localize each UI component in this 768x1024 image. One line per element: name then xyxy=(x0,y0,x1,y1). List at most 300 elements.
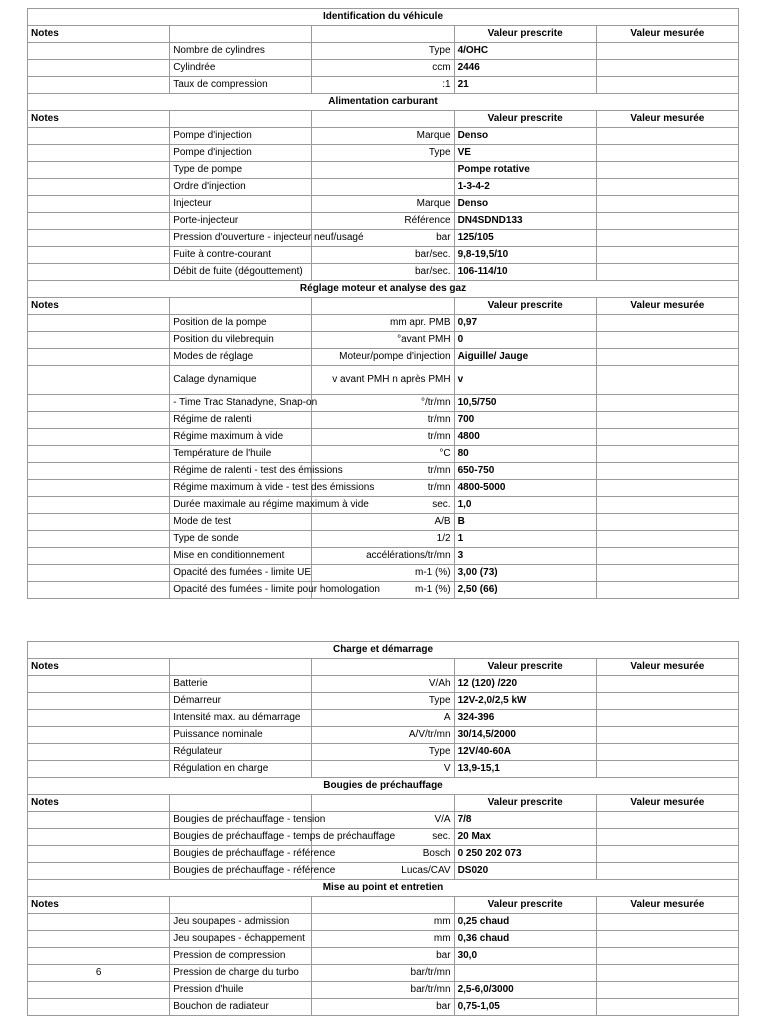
spec-table-1 xyxy=(27,8,739,599)
table-row xyxy=(28,43,739,60)
row-notes xyxy=(28,497,170,514)
row-unit xyxy=(312,162,454,179)
row-notes xyxy=(28,213,170,230)
row-notes xyxy=(28,999,170,1016)
row-description: Débit de fuite (dégouttement) xyxy=(170,264,312,281)
spec-value-header: Valeur prescrite xyxy=(454,298,596,315)
unit-header xyxy=(312,298,454,315)
table-row xyxy=(28,829,739,846)
row-notes xyxy=(28,914,170,931)
row-notes xyxy=(28,162,170,179)
row-measured-value xyxy=(596,812,738,829)
notes-header: Notes xyxy=(28,111,170,128)
section-title-row xyxy=(28,642,739,659)
row-notes xyxy=(28,761,170,778)
row-spec-value: 21 xyxy=(454,77,596,94)
table-row xyxy=(28,179,739,196)
row-measured-value xyxy=(596,128,738,145)
row-spec-value: 4/OHC xyxy=(454,43,596,60)
row-spec-value xyxy=(454,965,596,982)
row-unit: tr/mn xyxy=(312,480,454,497)
row-notes xyxy=(28,230,170,247)
row-description: Régime maximum à vide xyxy=(170,429,312,446)
row-notes xyxy=(28,463,170,480)
row-description: Pompe d'injection xyxy=(170,128,312,145)
table-row xyxy=(28,60,739,77)
row-unit: A xyxy=(312,710,454,727)
notes-header: Notes xyxy=(28,897,170,914)
row-spec-value: Denso xyxy=(454,128,596,145)
row-description: Calage dynamique xyxy=(170,366,312,395)
row-measured-value xyxy=(596,948,738,965)
row-measured-value xyxy=(596,863,738,880)
section-title-row xyxy=(28,9,739,26)
row-description: Modes de réglage xyxy=(170,349,312,366)
row-spec-value: 7/8 xyxy=(454,812,596,829)
row-description: Taux de compression xyxy=(170,77,312,94)
notes-header: Notes xyxy=(28,298,170,315)
section-title: Mise au point et entretien xyxy=(28,880,739,897)
table-row xyxy=(28,727,739,744)
row-unit: A/B xyxy=(312,514,454,531)
row-notes xyxy=(28,727,170,744)
row-description: Régime de ralenti - test des émissions xyxy=(170,463,312,480)
row-unit: Type xyxy=(312,145,454,162)
table-row xyxy=(28,982,739,999)
description-header xyxy=(170,659,312,676)
row-measured-value xyxy=(596,480,738,497)
table-row xyxy=(28,812,739,829)
table-row xyxy=(28,247,739,264)
measured-value-header: Valeur mesurée xyxy=(596,659,738,676)
row-description: Bouchon de radiateur xyxy=(170,999,312,1016)
row-description: Régime maximum à vide - test des émissions xyxy=(170,480,312,497)
row-description: Mise en conditionnement xyxy=(170,548,312,565)
row-description: Mode de test xyxy=(170,514,312,531)
row-spec-value: 0,75-1,05 xyxy=(454,999,596,1016)
row-spec-value: 12V-2,0/2,5 kW xyxy=(454,693,596,710)
section-title: Réglage moteur et analyse des gaz xyxy=(28,281,739,298)
row-description: Fuite à contre-courant xyxy=(170,247,312,264)
notes-header: Notes xyxy=(28,26,170,43)
row-measured-value xyxy=(596,145,738,162)
row-description: Type de sonde xyxy=(170,531,312,548)
row-measured-value xyxy=(596,914,738,931)
row-unit: tr/mn xyxy=(312,412,454,429)
row-unit: Bosch xyxy=(312,846,454,863)
table-row xyxy=(28,480,739,497)
row-measured-value xyxy=(596,395,738,412)
row-description: Jeu soupapes - admission xyxy=(170,914,312,931)
row-unit: mm apr. PMB xyxy=(312,315,454,332)
row-measured-value xyxy=(596,429,738,446)
row-measured-value xyxy=(596,727,738,744)
row-unit: Moteur/pompe d'injection xyxy=(312,349,454,366)
row-description: Ordre d'injection xyxy=(170,179,312,196)
row-measured-value xyxy=(596,349,738,366)
row-notes xyxy=(28,77,170,94)
table-row xyxy=(28,965,739,982)
row-spec-value: v xyxy=(454,366,596,395)
row-notes xyxy=(28,480,170,497)
row-description: Opacité des fumées - limite UE xyxy=(170,565,312,582)
row-description: Puissance nominale xyxy=(170,727,312,744)
row-description: Durée maximale au régime maximum à vide xyxy=(170,497,312,514)
section-title-row xyxy=(28,778,739,795)
row-unit: V/A xyxy=(312,812,454,829)
unit-header xyxy=(312,111,454,128)
row-spec-value: DN4SDND133 xyxy=(454,213,596,230)
row-measured-value xyxy=(596,230,738,247)
row-unit: v avant PMH n après PMH xyxy=(312,366,454,395)
row-spec-value: Pompe rotative xyxy=(454,162,596,179)
table-row xyxy=(28,999,739,1016)
row-unit: Lucas/CAV xyxy=(312,863,454,880)
row-unit: tr/mn xyxy=(312,463,454,480)
row-measured-value xyxy=(596,196,738,213)
row-unit: bar/sec. xyxy=(312,247,454,264)
row-spec-value: Denso xyxy=(454,196,596,213)
row-spec-value: 20 Max xyxy=(454,829,596,846)
row-spec-value: Aiguille/ Jauge xyxy=(454,349,596,366)
row-unit: :1 xyxy=(312,77,454,94)
table-row xyxy=(28,446,739,463)
row-notes xyxy=(28,446,170,463)
row-spec-value: 125/105 xyxy=(454,230,596,247)
row-notes xyxy=(28,412,170,429)
table-row xyxy=(28,863,739,880)
row-notes: 6 xyxy=(28,965,170,982)
row-description: Pression de compression xyxy=(170,948,312,965)
row-unit: °/tr/mn xyxy=(312,395,454,412)
row-unit: accélérations/tr/mn xyxy=(312,548,454,565)
table-row xyxy=(28,710,739,727)
row-notes xyxy=(28,582,170,599)
row-description: Pression de charge du turbo xyxy=(170,965,312,982)
table-row xyxy=(28,366,739,395)
row-notes xyxy=(28,565,170,582)
row-notes xyxy=(28,264,170,281)
table-row xyxy=(28,948,739,965)
row-unit: Marque xyxy=(312,128,454,145)
row-measured-value xyxy=(596,446,738,463)
row-spec-value: 3,00 (73) xyxy=(454,565,596,582)
row-unit: sec. xyxy=(312,497,454,514)
row-spec-value: 0,97 xyxy=(454,315,596,332)
row-notes xyxy=(28,829,170,846)
row-measured-value xyxy=(596,162,738,179)
row-notes xyxy=(28,145,170,162)
row-spec-value: 1-3-4-2 xyxy=(454,179,596,196)
row-notes xyxy=(28,43,170,60)
row-notes xyxy=(28,429,170,446)
spec-table-2 xyxy=(27,641,739,1016)
row-description: Régulateur xyxy=(170,744,312,761)
row-measured-value xyxy=(596,213,738,230)
row-unit: ccm xyxy=(312,60,454,77)
table-row xyxy=(28,196,739,213)
notes-header: Notes xyxy=(28,659,170,676)
measured-value-header: Valeur mesurée xyxy=(596,111,738,128)
table-row xyxy=(28,230,739,247)
spec-value-header: Valeur prescrite xyxy=(454,111,596,128)
row-description: Porte-injecteur xyxy=(170,213,312,230)
table-row xyxy=(28,931,739,948)
row-measured-value xyxy=(596,179,738,196)
row-description: Pompe d'injection xyxy=(170,145,312,162)
spec-value-header: Valeur prescrite xyxy=(454,659,596,676)
row-notes xyxy=(28,710,170,727)
unit-header xyxy=(312,26,454,43)
row-unit: tr/mn xyxy=(312,429,454,446)
table-row xyxy=(28,565,739,582)
row-description: Cylindrée xyxy=(170,60,312,77)
row-description: Opacité des fumées - limite pour homologation xyxy=(170,582,312,599)
row-measured-value xyxy=(596,693,738,710)
column-header-row xyxy=(28,897,739,914)
table-row xyxy=(28,429,739,446)
row-measured-value xyxy=(596,247,738,264)
row-measured-value xyxy=(596,931,738,948)
row-spec-value: 9,8-19,5/10 xyxy=(454,247,596,264)
row-description: Injecteur xyxy=(170,196,312,213)
row-spec-value: 2,5-6,0/3000 xyxy=(454,982,596,999)
row-unit: V/Ah xyxy=(312,676,454,693)
row-unit: Marque xyxy=(312,196,454,213)
row-notes xyxy=(28,531,170,548)
table-row xyxy=(28,693,739,710)
row-spec-value: 4800-5000 xyxy=(454,480,596,497)
row-unit: bar/tr/mn xyxy=(312,982,454,999)
row-measured-value xyxy=(596,366,738,395)
description-header xyxy=(170,897,312,914)
row-measured-value xyxy=(596,829,738,846)
row-spec-value: 10,5/750 xyxy=(454,395,596,412)
row-spec-value: 650-750 xyxy=(454,463,596,480)
column-header-row xyxy=(28,26,739,43)
row-notes xyxy=(28,196,170,213)
description-header xyxy=(170,298,312,315)
table-row xyxy=(28,264,739,281)
table-row xyxy=(28,497,739,514)
table-row xyxy=(28,162,739,179)
row-measured-value xyxy=(596,846,738,863)
row-spec-value: VE xyxy=(454,145,596,162)
row-measured-value xyxy=(596,514,738,531)
table-row xyxy=(28,349,739,366)
table-row xyxy=(28,77,739,94)
row-unit: Référence xyxy=(312,213,454,230)
row-notes xyxy=(28,948,170,965)
row-unit: mm xyxy=(312,931,454,948)
row-notes xyxy=(28,179,170,196)
row-spec-value: 1,0 xyxy=(454,497,596,514)
row-notes xyxy=(28,931,170,948)
row-description: Pression d'ouverture - injecteur neuf/usagé xyxy=(170,230,312,247)
row-notes xyxy=(28,982,170,999)
row-notes xyxy=(28,744,170,761)
row-notes xyxy=(28,846,170,863)
unit-header xyxy=(312,795,454,812)
row-description: Démarreur xyxy=(170,693,312,710)
row-description: - Time Trac Stanadyne, Snap-on xyxy=(170,395,312,412)
row-unit: bar/sec. xyxy=(312,264,454,281)
table-row xyxy=(28,744,739,761)
table-row xyxy=(28,531,739,548)
row-notes xyxy=(28,60,170,77)
row-unit: Type xyxy=(312,744,454,761)
unit-header xyxy=(312,897,454,914)
row-unit xyxy=(312,179,454,196)
row-measured-value xyxy=(596,531,738,548)
table-row xyxy=(28,548,739,565)
row-notes xyxy=(28,395,170,412)
table-row xyxy=(28,213,739,230)
measured-value-header: Valeur mesurée xyxy=(596,298,738,315)
row-notes xyxy=(28,349,170,366)
spec-value-header: Valeur prescrite xyxy=(454,26,596,43)
row-notes xyxy=(28,863,170,880)
row-unit: bar xyxy=(312,230,454,247)
description-header xyxy=(170,26,312,43)
row-unit: bar xyxy=(312,999,454,1016)
row-unit: A/V/tr/mn xyxy=(312,727,454,744)
table-row xyxy=(28,914,739,931)
row-measured-value xyxy=(596,548,738,565)
spec-value-header: Valeur prescrite xyxy=(454,795,596,812)
column-header-row xyxy=(28,298,739,315)
row-measured-value xyxy=(596,710,738,727)
table-row xyxy=(28,676,739,693)
row-measured-value xyxy=(596,676,738,693)
row-unit: Type xyxy=(312,43,454,60)
row-notes xyxy=(28,693,170,710)
row-measured-value xyxy=(596,412,738,429)
row-spec-value: 0,25 chaud xyxy=(454,914,596,931)
section-title: Identification du véhicule xyxy=(28,9,739,26)
row-unit: m-1 (%) xyxy=(312,565,454,582)
row-notes xyxy=(28,366,170,395)
column-header-row xyxy=(28,659,739,676)
row-notes xyxy=(28,812,170,829)
description-header xyxy=(170,795,312,812)
row-description: Nombre de cylindres xyxy=(170,43,312,60)
row-measured-value xyxy=(596,565,738,582)
row-description: Bougies de préchauffage - référence xyxy=(170,863,312,880)
row-measured-value xyxy=(596,60,738,77)
row-spec-value: 2,50 (66) xyxy=(454,582,596,599)
row-description: Pression d'huile xyxy=(170,982,312,999)
row-measured-value xyxy=(596,965,738,982)
row-measured-value xyxy=(596,582,738,599)
row-unit: Type xyxy=(312,693,454,710)
section-title: Charge et démarrage xyxy=(28,642,739,659)
section-title: Bougies de préchauffage xyxy=(28,778,739,795)
section-title-row xyxy=(28,281,739,298)
row-unit: sec. xyxy=(312,829,454,846)
row-measured-value xyxy=(596,744,738,761)
table-row xyxy=(28,332,739,349)
row-notes xyxy=(28,514,170,531)
row-measured-value xyxy=(596,315,738,332)
measured-value-header: Valeur mesurée xyxy=(596,897,738,914)
row-spec-value: B xyxy=(454,514,596,531)
row-description: Jeu soupapes - échappement xyxy=(170,931,312,948)
row-measured-value xyxy=(596,332,738,349)
row-unit: m-1 (%) xyxy=(312,582,454,599)
row-spec-value: 12 (120) /220 xyxy=(454,676,596,693)
measured-value-header: Valeur mesurée xyxy=(596,26,738,43)
row-measured-value xyxy=(596,43,738,60)
column-header-row xyxy=(28,111,739,128)
row-spec-value: DS020 xyxy=(454,863,596,880)
row-spec-value: 80 xyxy=(454,446,596,463)
row-unit: °avant PMH xyxy=(312,332,454,349)
table-row xyxy=(28,761,739,778)
row-spec-value: 12V/40-60A xyxy=(454,744,596,761)
row-spec-value: 13,9-15,1 xyxy=(454,761,596,778)
row-measured-value xyxy=(596,264,738,281)
row-spec-value: 324-396 xyxy=(454,710,596,727)
description-header xyxy=(170,111,312,128)
table-row xyxy=(28,395,739,412)
row-measured-value xyxy=(596,497,738,514)
table-row xyxy=(28,846,739,863)
row-notes xyxy=(28,247,170,264)
table-row xyxy=(28,514,739,531)
row-description: Régime de ralenti xyxy=(170,412,312,429)
row-spec-value: 106-114/10 xyxy=(454,264,596,281)
row-description: Bougies de préchauffage - tension xyxy=(170,812,312,829)
row-spec-value: 0 xyxy=(454,332,596,349)
measured-value-header: Valeur mesurée xyxy=(596,795,738,812)
row-unit: 1/2 xyxy=(312,531,454,548)
row-notes xyxy=(28,332,170,349)
row-unit: bar xyxy=(312,948,454,965)
row-unit: V xyxy=(312,761,454,778)
table-row xyxy=(28,412,739,429)
row-description: Température de l'huile xyxy=(170,446,312,463)
row-unit: mm xyxy=(312,914,454,931)
row-description: Intensité max. au démarrage xyxy=(170,710,312,727)
row-description: Position du vilebrequin xyxy=(170,332,312,349)
row-notes xyxy=(28,128,170,145)
row-spec-value: 700 xyxy=(454,412,596,429)
row-description: Bougies de préchauffage - référence xyxy=(170,846,312,863)
table-row xyxy=(28,145,739,162)
row-spec-value: 30,0 xyxy=(454,948,596,965)
row-spec-value: 0 250 202 073 xyxy=(454,846,596,863)
row-description: Bougies de préchauffage - temps de préchauffage xyxy=(170,829,312,846)
section-title-row xyxy=(28,880,739,897)
row-unit: °C xyxy=(312,446,454,463)
row-spec-value: 30/14,5/2000 xyxy=(454,727,596,744)
row-description: Batterie xyxy=(170,676,312,693)
table-row xyxy=(28,582,739,599)
notes-header: Notes xyxy=(28,795,170,812)
row-description: Régulation en charge xyxy=(170,761,312,778)
row-spec-value: 3 xyxy=(454,548,596,565)
row-measured-value xyxy=(596,77,738,94)
row-spec-value: 4800 xyxy=(454,429,596,446)
row-notes xyxy=(28,676,170,693)
row-description: Position de la pompe xyxy=(170,315,312,332)
row-measured-value xyxy=(596,463,738,480)
spec-value-header: Valeur prescrite xyxy=(454,897,596,914)
row-spec-value: 2446 xyxy=(454,60,596,77)
table-row xyxy=(28,463,739,480)
row-measured-value xyxy=(596,761,738,778)
